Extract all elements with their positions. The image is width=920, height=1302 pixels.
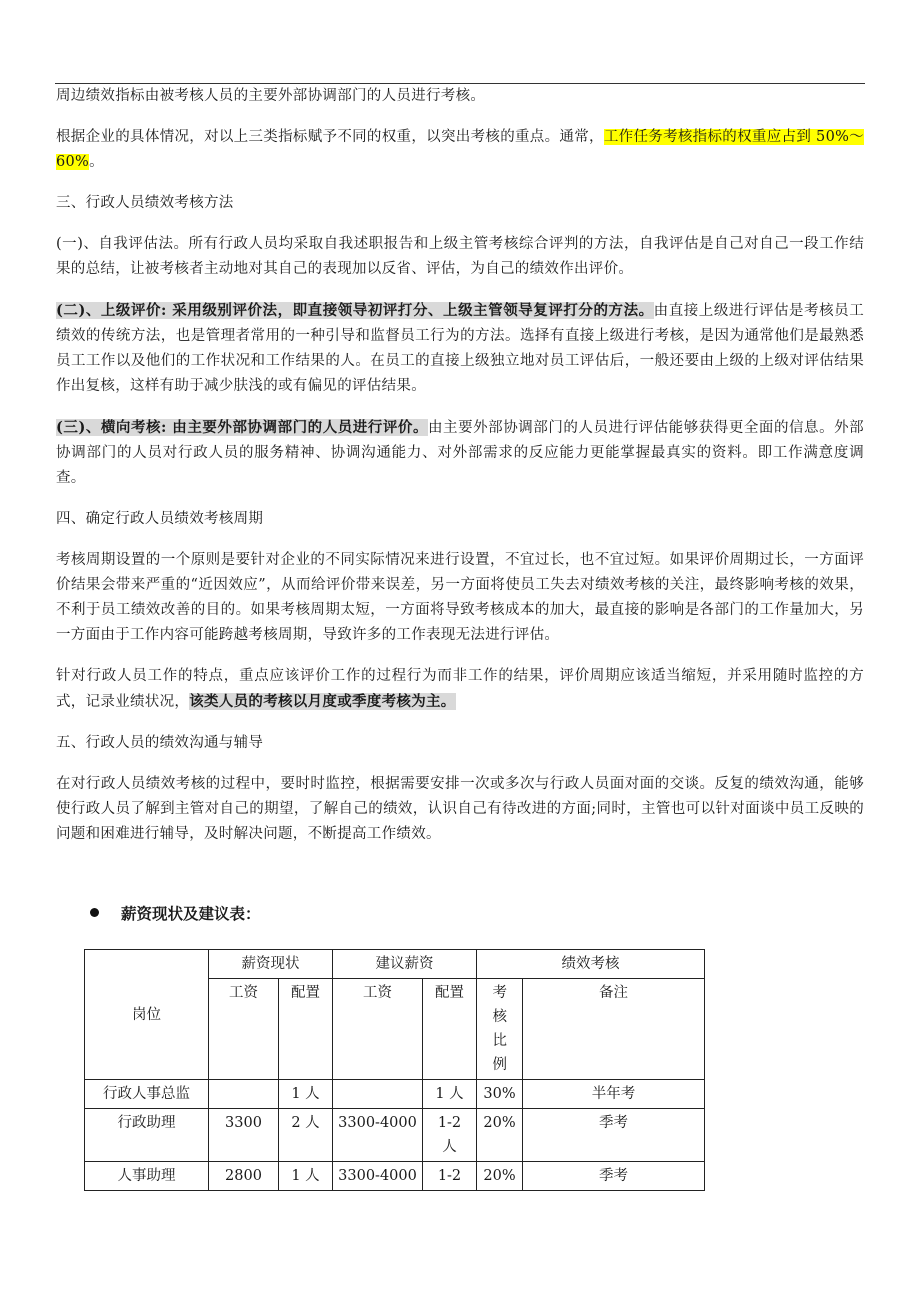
- header-current-salary: 薪资现状: [209, 950, 333, 979]
- paragraph-cycle-principle: 考核周期设置的一个原则是要针对企业的不同实际情况来进行设置，不宜过长，也不宜过短。如果评价周期过长，一方面评价结果会带来严重的“近因效应”，从而给评价带来误差，另一方面将使员工失去对绩效考核的关注，最终影响考核的效果，不利于员工绩效改善的目的。如果考核周期太短，一方面将导致考核成本的加大，最直接的影响是各部门的工作量加大，另一方面由于工作内容可能跨越考核周期，导致许多的工作表现无法进行评估。: [56, 552, 864, 643]
- cell-post: 行政人事总监: [85, 1080, 209, 1109]
- table-row: [85, 1080, 705, 1109]
- highlight-monthly-quarterly: 该类人员的考核以月度或季度考核为主。: [189, 693, 456, 710]
- subheader-ratio: 考核比例: [477, 979, 523, 1080]
- cell-post: 行政助理: [85, 1109, 209, 1162]
- paragraph-peripheral-indicators: 周边绩效指标由被考核人员的主要外部协调部门的人员进行考核。: [56, 88, 486, 104]
- cell-config: 1 人: [279, 1162, 333, 1191]
- section-heading-communication: 五、行政人员的绩效沟通与辅导: [56, 735, 264, 751]
- paragraph-self-evaluation: (一)、自我评估法。所有行政人员均采取自我述职报告和上级主管考核综合评判的方法，自我评估是自己对自己一段工作结果的总结，让被考核者主动地对其自己的表现加以反省、评估，为自己的绩效作出评价。: [56, 236, 864, 277]
- cell-config-suggested: 1-2 人: [423, 1109, 477, 1162]
- section-heading-cycle: 四、确定行政人员绩效考核周期: [56, 511, 264, 527]
- paragraph-cycle-recommendation: 针对行政人员工作的特点，重点应该评价工作的过程行为而非工作的结果，评价周期应该适当缩短，并采用随时监控的方式，记录业绩状况，该类人员的考核以月度或季度考核为主。: [56, 668, 864, 710]
- table-row: [85, 1162, 705, 1191]
- cell-wage: 2800: [209, 1162, 279, 1191]
- cell-ratio: 20%: [477, 1162, 523, 1191]
- cell-wage-suggested: 3300-4000: [333, 1162, 423, 1191]
- highlight-horizontal-evaluation: (三)、横向考核: 由主要外部协调部门的人员进行评价。: [56, 419, 429, 436]
- cell-config: 1 人: [279, 1080, 333, 1109]
- bullet-salary-title: 薪资现状及建议表：: [90, 902, 261, 924]
- table-header-row: [85, 950, 705, 979]
- cell-wage-suggested: [333, 1080, 423, 1109]
- salary-table: [84, 949, 705, 1191]
- subheader-config-suggested: 配置: [423, 979, 477, 1080]
- cell-config-suggested: 1 人: [423, 1080, 477, 1109]
- cell-ratio: 20%: [477, 1109, 523, 1162]
- cell-note: 季考: [523, 1162, 705, 1191]
- paragraph-superior-evaluation: (二)、上级评价: 采用级别评价法，即直接领导初评打分、上级主管领导复评打分的方法。由直接上级进行评估是考核员工绩效的传统方法，也是管理者常用的一种引导和监督员工行为的方法。选择有直接上级进行考核，是因为通常他们是最熟悉员工工作以及他们的工作状况和工作结果的人。在员工的直接上级独立地对员工评估后，一般还要由上级的上级对评估结果作出复核，这样有助于减少肤浅的或有偏见的评估结果。: [56, 302, 865, 394]
- subheader-wage-suggested: 工资: [333, 979, 423, 1080]
- document-body: [56, 84, 864, 863]
- highlight-superior-evaluation: (二)、上级评价: 采用级别评价法，即直接领导初评打分、上级主管领导复评打分的方法。: [56, 302, 654, 319]
- cell-post: 人事助理: [85, 1162, 209, 1191]
- cell-note: 季考: [523, 1109, 705, 1162]
- cell-ratio: 30%: [477, 1080, 523, 1109]
- paragraph-weights: 根据企业的具体情况，对以上三类指标赋予不同的权重，以突出考核的重点。通常，工作任务考核指标的权重应占到 50%～60%。: [56, 129, 864, 170]
- cell-note: 半年考: [523, 1080, 705, 1109]
- header-suggested-salary: 建议薪资: [333, 950, 477, 979]
- subheader-note: 备注: [523, 979, 705, 1080]
- cell-wage-suggested: 3300-4000: [333, 1109, 423, 1162]
- cell-wage: [209, 1080, 279, 1109]
- header-performance: 绩效考核: [477, 950, 705, 979]
- highlight-weight-ratio: 工作任务考核指标的权重应占到 50%～60%: [56, 129, 864, 170]
- bullet-dot-icon: [90, 908, 99, 917]
- subheader-config: 配置: [279, 979, 333, 1080]
- paragraph-horizontal-evaluation: (三)、横向考核: 由主要外部协调部门的人员进行评价。由主要外部协调部门的人员进行评估能够获得更全面的信息。外部协调部门的人员对行政人员的服务精神、协调沟通能力、对外部需求的反应能力更能掌握最真实的资料。即工作满意度调查。: [56, 419, 864, 486]
- section-heading-methods: 三、行政人员绩效考核方法: [56, 195, 234, 211]
- cell-wage: 3300: [209, 1109, 279, 1162]
- paragraph-communication: 在对行政人员绩效考核的过程中，要时时监控，根据需要安排一次或多次与行政人员面对面的交谈。反复的绩效沟通，能够使行政人员了解到主管对自己的期望，了解自己的绩效，认识自己有待改进的方面;同时，主管也可以针对面谈中员工反映的问题和困难进行辅导，及时解决问题，不断提高工作绩效。: [56, 776, 864, 842]
- table-row: [85, 1109, 705, 1162]
- header-post: 岗位: [85, 950, 209, 1080]
- cell-config-suggested: 1-2: [423, 1162, 477, 1191]
- cell-config: 2 人: [279, 1109, 333, 1162]
- subheader-wage: 工资: [209, 979, 279, 1080]
